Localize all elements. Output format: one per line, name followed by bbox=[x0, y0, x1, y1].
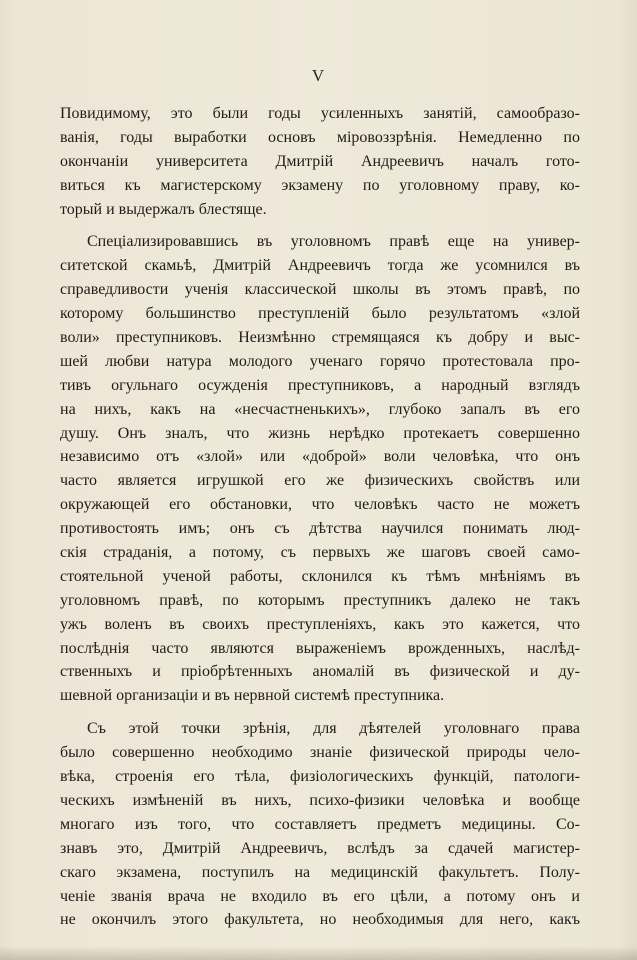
text-line: окончаніи университета Дмитрій Андреевичъ началъ гото- bbox=[60, 152, 580, 170]
page-number: V bbox=[311, 66, 326, 85]
paragraph-1 bbox=[60, 102, 580, 221]
text-line: вѣка, строенія его тѣла, физіологическихъ функцій, патологи- bbox=[60, 768, 580, 786]
text-line: послѣднія часто являются выраженіемъ врожденныхъ, наслѣд- bbox=[60, 639, 580, 657]
text-line: окружающей его обстановки, что человѣкъ часто не можетъ bbox=[60, 496, 580, 514]
text-line: справедливости ученія классической школы въ этомъ правѣ, по bbox=[60, 281, 580, 299]
text-line: скія страданія, а потому, съ первыхъ же шаговъ своей само- bbox=[60, 544, 580, 562]
text-line: уголовномъ правѣ, по которымъ преступникъ далеко не такъ bbox=[60, 591, 580, 609]
paragraph-3 bbox=[60, 717, 580, 932]
text-line: ванія, годы выработки основъ міровоззрѣнія. Немедленно по bbox=[60, 128, 580, 146]
text-line: виться къ магистерскому экзамену по уголовному праву, ко- bbox=[60, 176, 580, 194]
text-line: независимо отъ «злой» или «доброй» воли человѣка, что онъ bbox=[60, 448, 580, 466]
text-line: ситетской скамьѣ, Дмитрій Андреевичъ тогда же усомнился въ bbox=[60, 257, 580, 275]
text-line: знавъ это, Дмитрій Андреевичъ, вслѣдъ за сдачей магистер- bbox=[60, 839, 580, 857]
text-line: шей любви натура молодого ученаго горячо протестовала про- bbox=[60, 352, 580, 370]
text-line: многаго изъ того, что составляетъ предметъ медицины. Со- bbox=[60, 815, 580, 833]
text-line: тивъ огульнаго осужденія преступниковъ, а народный взглядъ bbox=[60, 376, 580, 394]
text-line: не окончилъ этого факультета, но необходимыя для него, какъ bbox=[60, 911, 580, 929]
text-line: ужъ воленъ въ своихъ преступленіяхъ, какъ это кажется, что bbox=[60, 615, 580, 633]
text-line: шевной организаціи и въ нервной системѣ преступника. bbox=[60, 687, 445, 705]
text-line: Спеціализировавшись въ уголовномъ правѣ еще на универ- bbox=[87, 233, 580, 251]
text-line: ственныхъ и пріобрѣтенныхъ аномалій въ физической и ду- bbox=[60, 663, 580, 681]
text-line: душу. Онъ зналъ, что жизнь нерѣдко протекаетъ совершенно bbox=[60, 424, 580, 442]
text-line: часто является игрушкой его же физическихъ свойствъ или bbox=[60, 472, 580, 490]
text-line: ченіе званія врача не входило въ его цѣли, а потому онъ и bbox=[60, 887, 580, 905]
text-line: Повидимому, это были годы усиленныхъ занятій, самообразо- bbox=[60, 105, 580, 122]
text-line: ческихъ измѣненій въ нихъ, психо-физики человѣка и вообще bbox=[60, 791, 580, 809]
text-line: которому большинство преступленій было результатомъ «злой bbox=[60, 305, 580, 323]
text-line: скаго экзамена, поступилъ на медицинскій факультетъ. Полу- bbox=[60, 863, 580, 881]
text-body bbox=[60, 102, 580, 941]
text-line: воли» преступниковъ. Неизмѣнно стремящаяся къ добру и выс- bbox=[60, 329, 580, 347]
text-line: противостоять имъ; онъ съ дѣтства научился понимать люд- bbox=[60, 520, 580, 538]
text-line: на нихъ, какъ на «несчастненькихъ», глубоко запалъ въ его bbox=[60, 400, 580, 418]
text-line: стоятельной ученой работы, склонился къ тѣмъ мнѣніямъ въ bbox=[60, 567, 580, 585]
text-line: было совершенно необходимо знаніе физической природы чело- bbox=[60, 744, 580, 762]
text-line: торый и выдержалъ блестяще. bbox=[60, 200, 267, 218]
paragraph-2 bbox=[60, 230, 580, 708]
text-line: Съ этой точки зрѣнія, для дѣятелей уголовнаго права bbox=[87, 720, 580, 738]
